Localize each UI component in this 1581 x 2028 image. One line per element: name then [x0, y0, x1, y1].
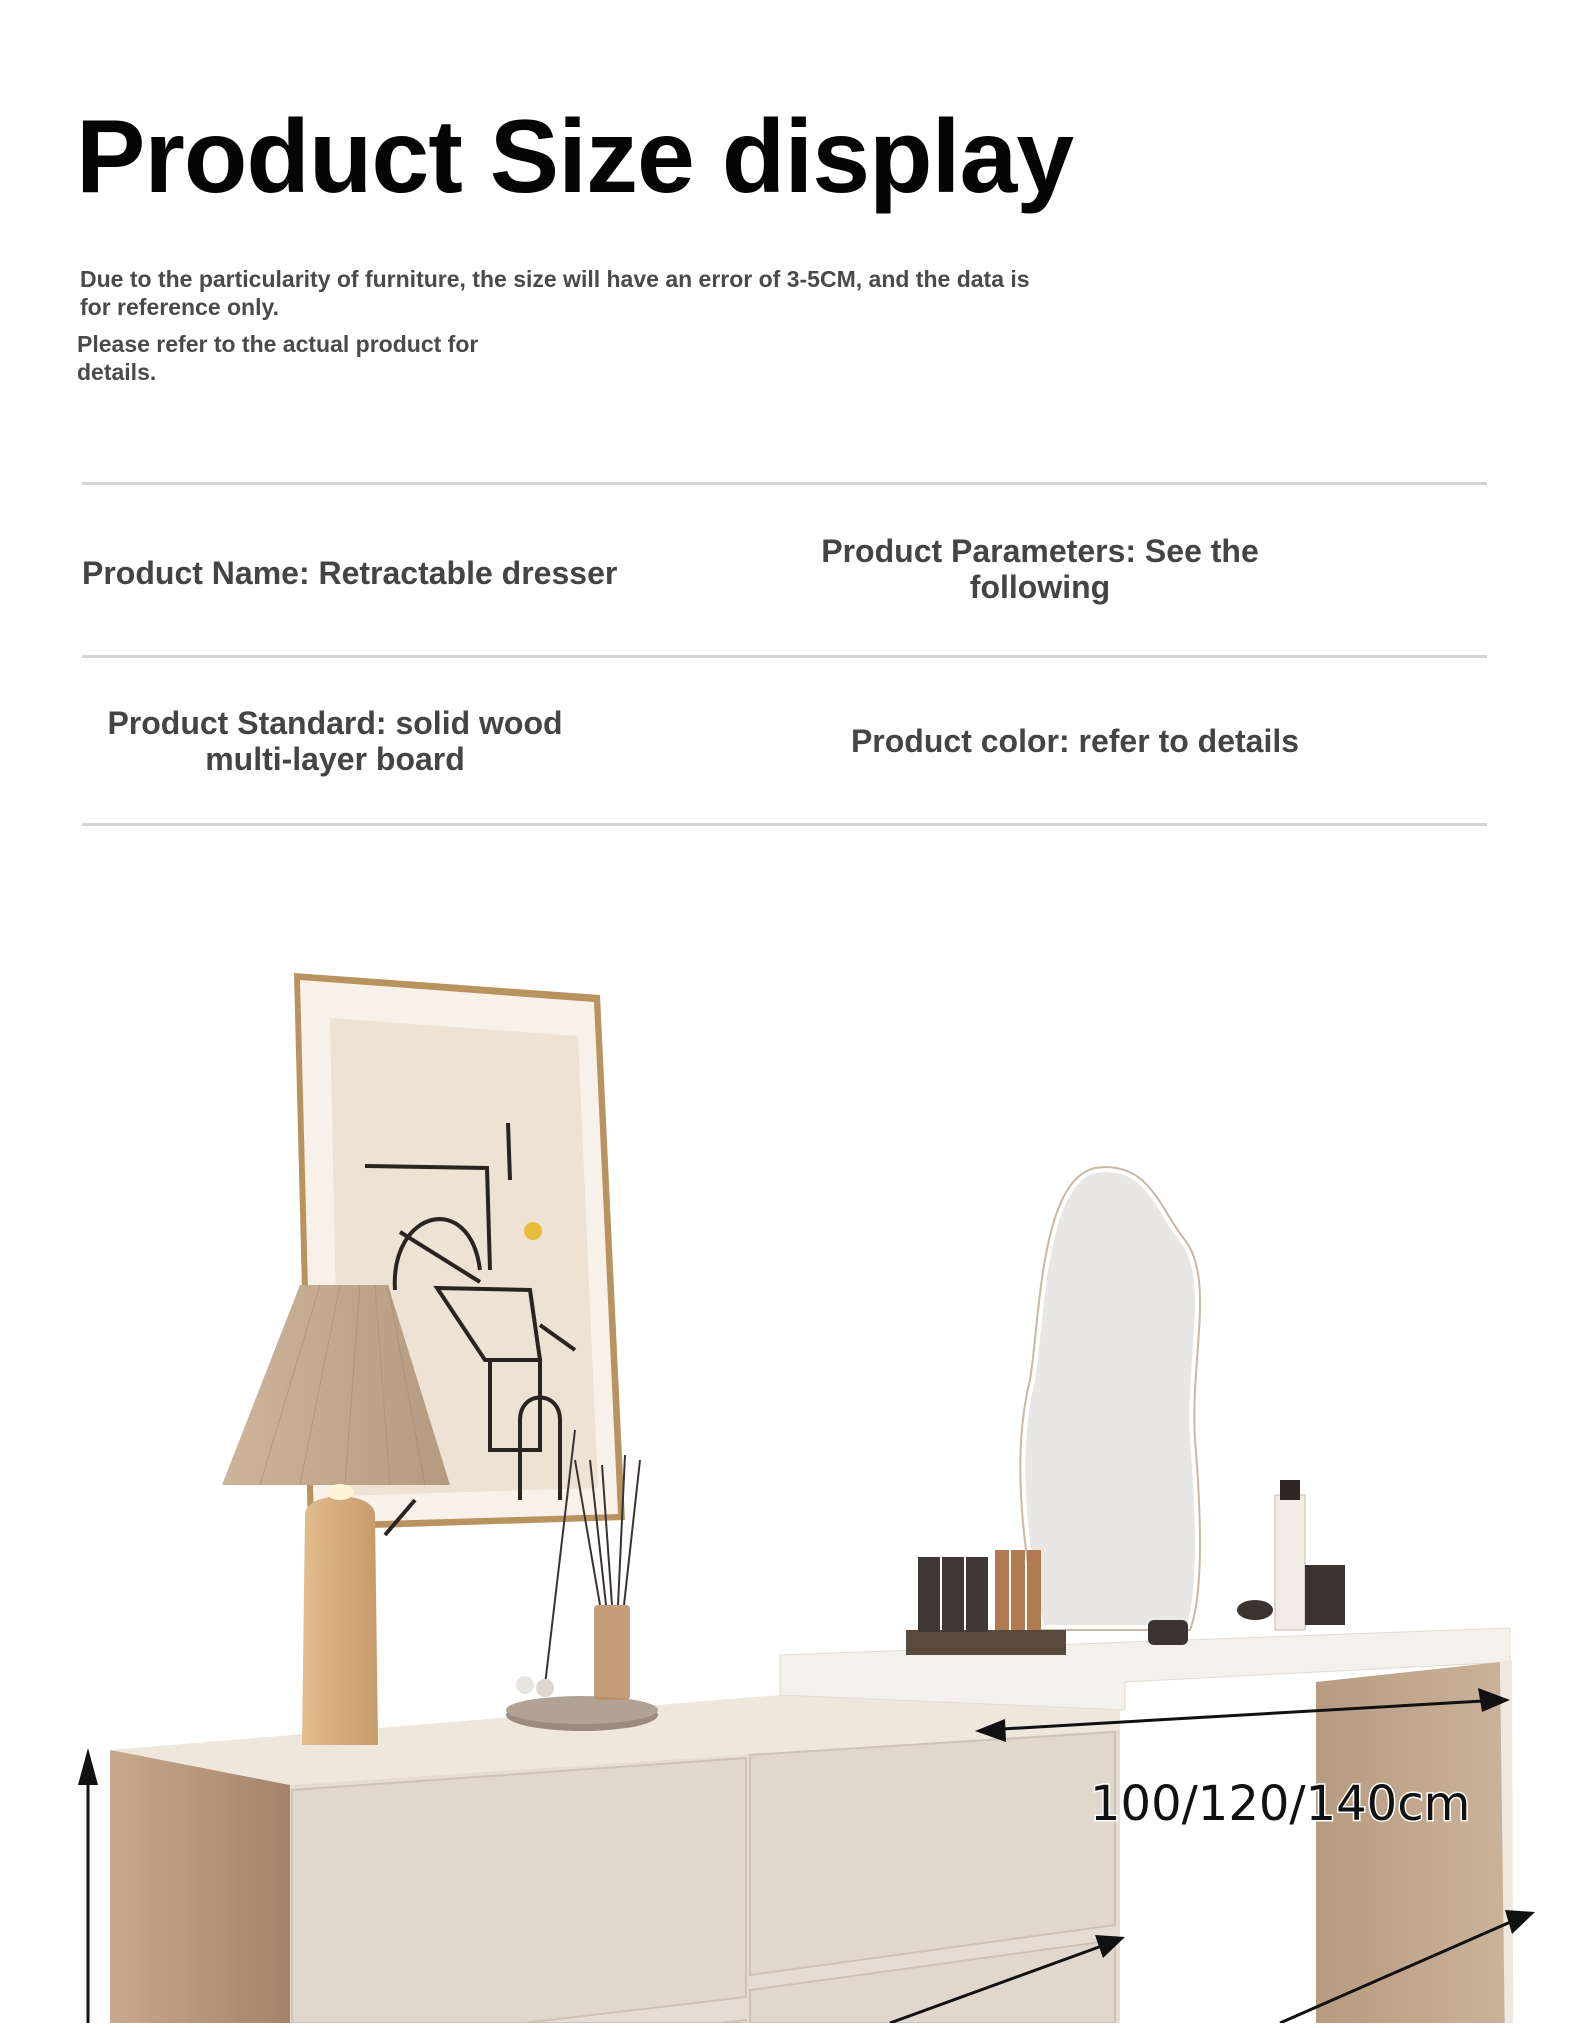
- divider: [82, 482, 1487, 485]
- vanity-mirror: [1020, 1167, 1200, 1630]
- product-photo: [0, 940, 1581, 2023]
- size-disclaimer: Due to the particularity of furniture, the size will have an error of 3-5CM, and the data is for reference only.: [80, 266, 1030, 320]
- divider: [82, 823, 1487, 826]
- width-dimension-label: 100/120/140cm: [1090, 1776, 1471, 1832]
- spec-product-parameters: Product Parameters: See the following: [821, 533, 1259, 605]
- spec-product-standard: Product Standard: solid wood multi-layer board: [107, 705, 563, 777]
- refer-note: Please refer to the actual product for details.: [77, 331, 479, 385]
- height-dimension-arrow: [78, 1748, 98, 2023]
- spec-product-name: Product Name: Retractable dresser: [82, 555, 618, 591]
- spec-product-color: Product color: refer to details: [850, 723, 1300, 759]
- divider: [82, 655, 1487, 658]
- page-title: Product Size display: [76, 99, 1074, 215]
